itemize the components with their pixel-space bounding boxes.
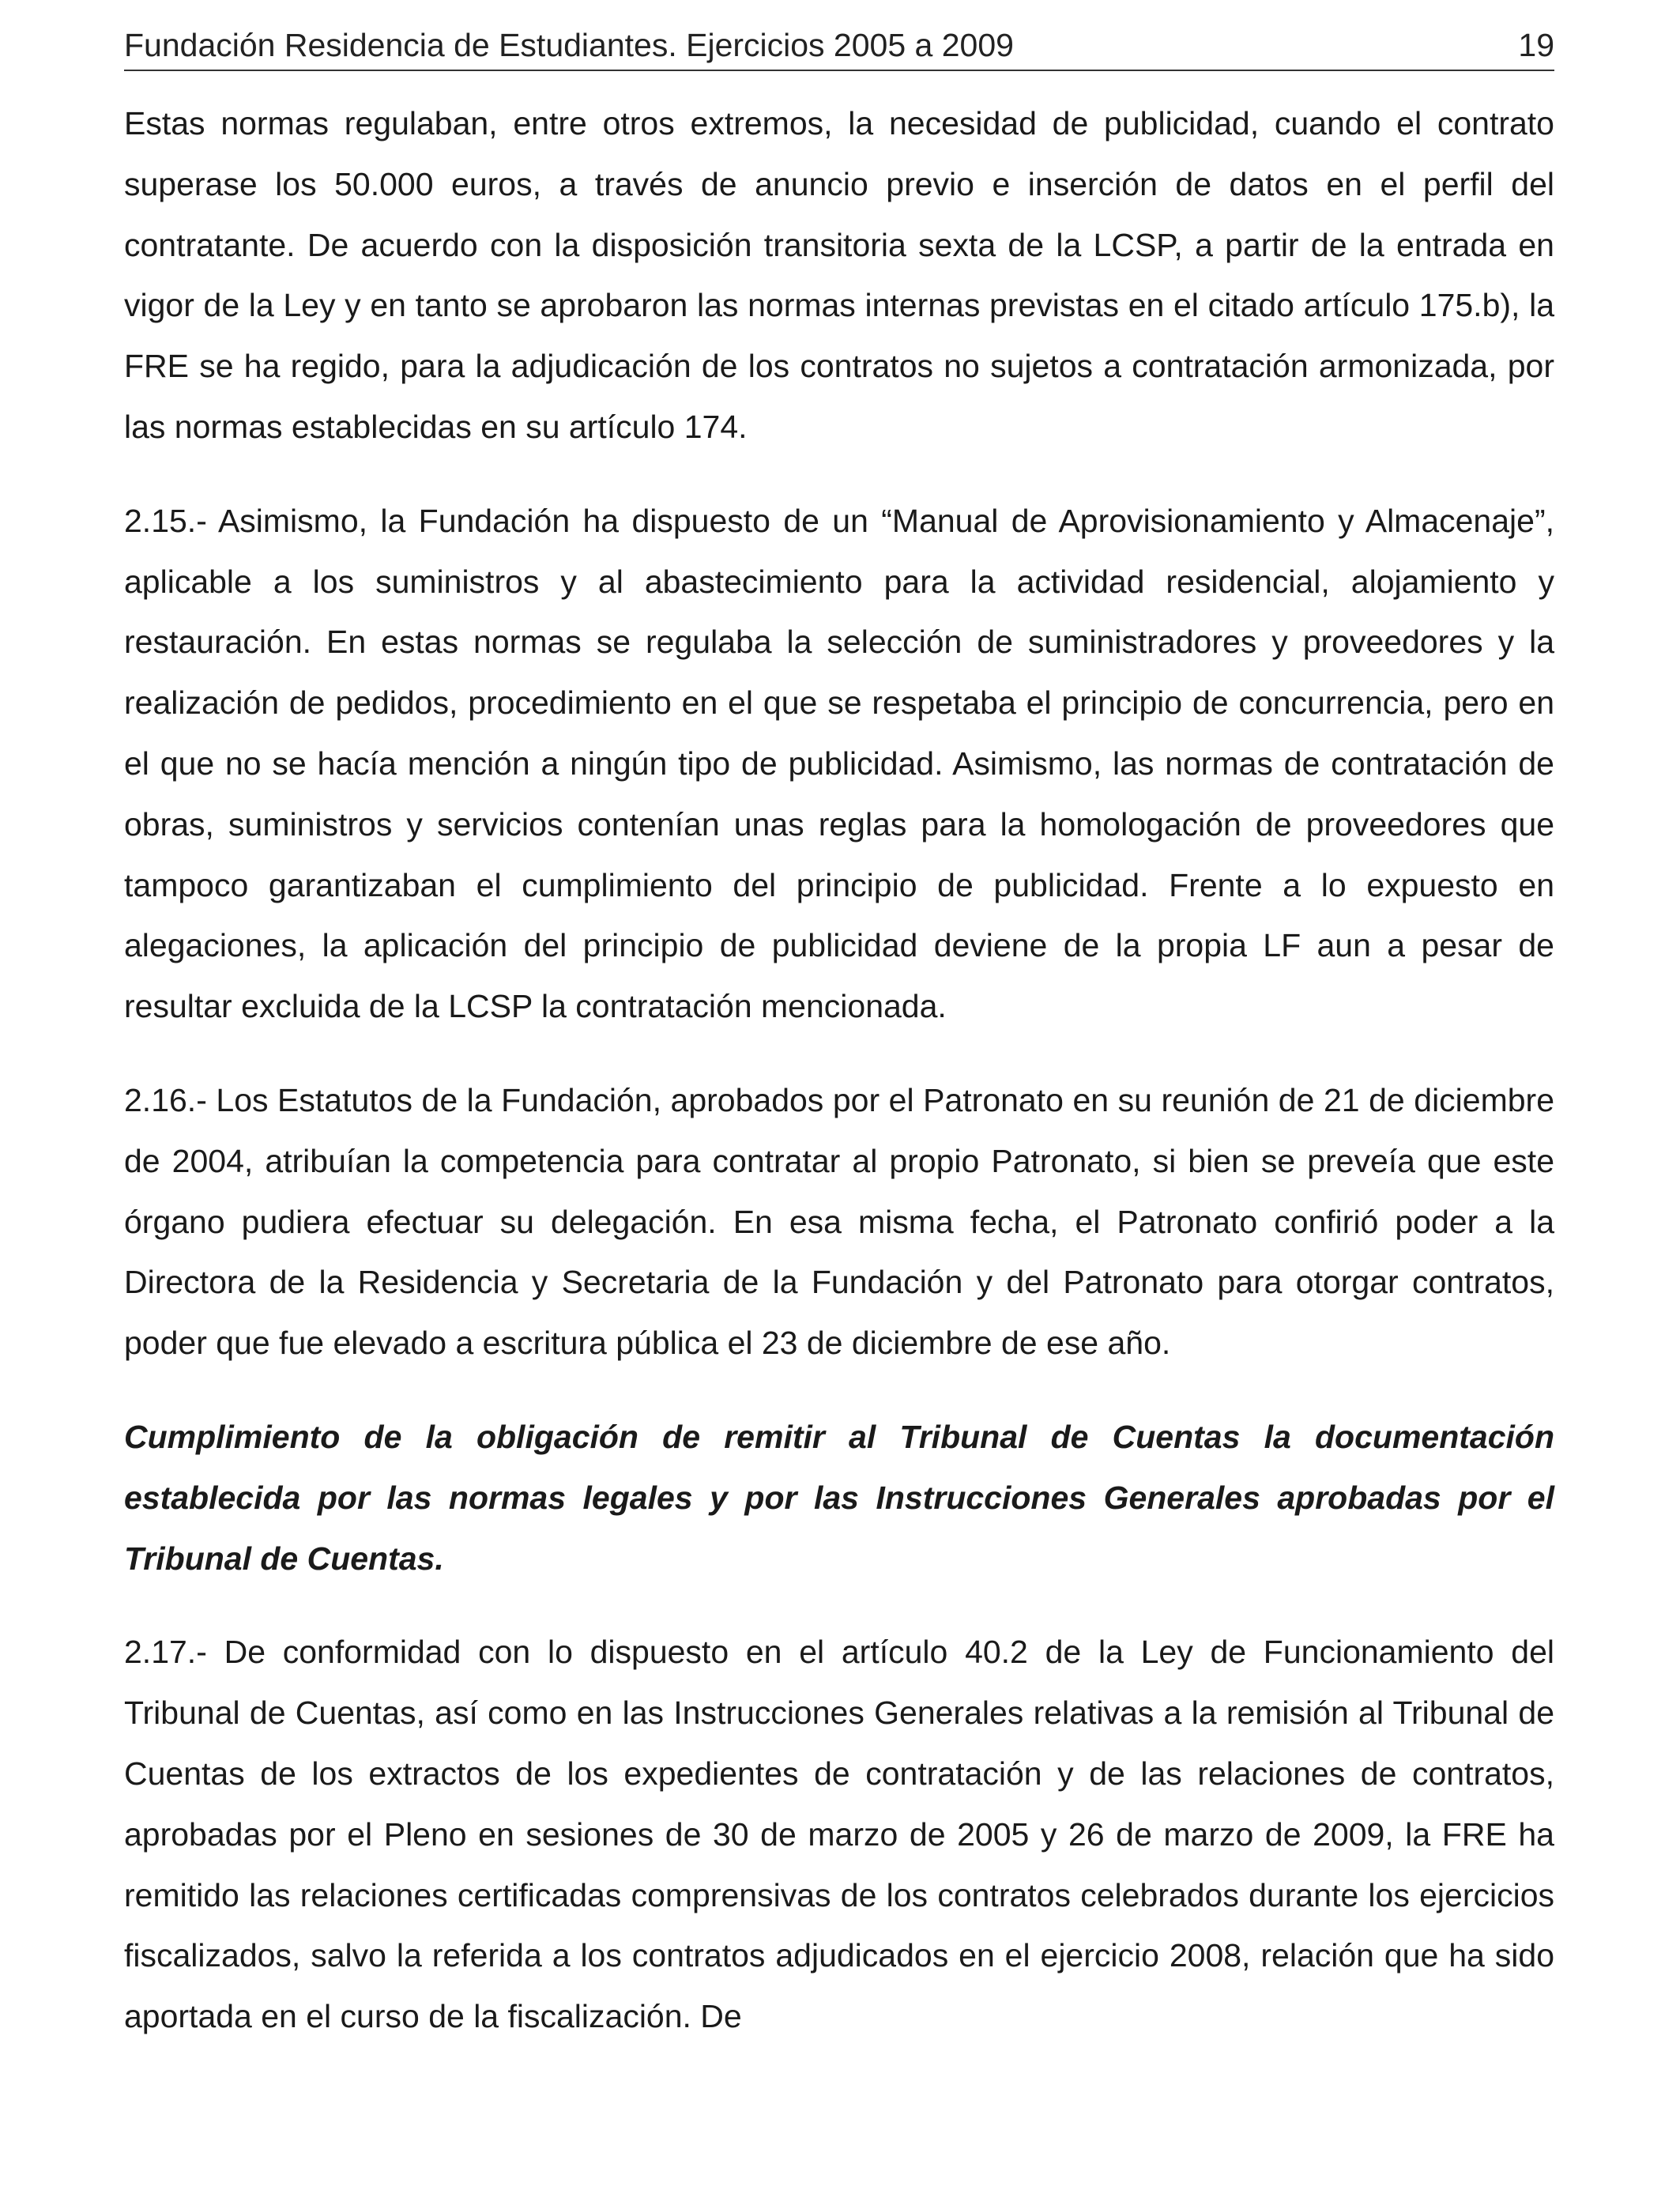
paragraph-2-15: 2.15.- Asimismo, la Fundación ha dispuesto de un “Manual de Aprovisionamiento y Almacenaje”, aplicable a los suministros y al abastecimiento para la actividad residencial, alojamiento y restauración. En estas normas se regulaba la selección de suministradores y proveedores y la realización de pedidos, procedimiento en el que se respetaba el principio de concurrencia, pero en el que no se hacía mención a ningún tipo de publicidad. Asimismo, las normas de contratación de obras, suministros y servicios contenían unas reglas para la homologación de proveedores que tampoco garantizaban el cumplimiento del principio de publicidad. Frente a lo expuesto en alegaciones, la aplicación del principio de publicidad deviene de la propia LF aun a pesar de resultar excluida de la LCSP la contratación mencionada. — [124, 502, 1554, 1025]
document-page — [124, 22, 1554, 2080]
section-heading: Cumplimiento de la obligación de remitir al Tribunal de Cuentas la documentación establecida por las normas legales y por las Instrucciones Generales aprobadas por el Tribunal de Cuentas. — [124, 1418, 1554, 1577]
paragraph-2-16: 2.16.- Los Estatutos de la Fundación, aprobados por el Patronato en su reunión de 21 de diciembre de 2004, atribuían la competencia para contratar al propio Patronato, si bien se preveía que este órgano pudiera efectuar su delegación. En esa misma fecha, el Patronato confirió poder a la Directora de la Residencia y Secretaria de la Fundación y del Patronato para otorgar contratos, poder que fue elevado a escritura pública el 23 de diciembre de ese año. — [124, 1081, 1554, 1362]
page-number: 19 — [1518, 27, 1554, 63]
document-body — [124, 93, 1554, 2047]
running-header — [124, 22, 1554, 71]
paragraph-2-17: 2.17.- De conformidad con lo dispuesto en el artículo 40.2 de la Ley de Funcionamiento del Tribunal de Cuentas, así como en las Instrucciones Generales relativas a la remisión al Tribunal de Cuentas de los extractos de los expedientes de contratación y de las relaciones de contratos, aprobadas por el Pleno en sesiones de 30 de marzo de 2005 y 26 de marzo de 2009, la FRE ha remitido las relaciones certificadas comprensivas de los contratos celebrados durante los ejercicios fiscalizados, salvo la referida a los contratos adjudicados en el ejercicio 2008, relación que ha sido aportada en el curso de la fiscalización. De — [124, 1634, 1554, 2035]
paragraph-normas-publicidad: Estas normas regulaban, entre otros extremos, la necesidad de publicidad, cuando el contrato superase los 50.000 euros, a través de anuncio previo e inserción de datos en el perfil del contratante. De acuerdo con la disposición transitoria sexta de la LCSP, a partir de la entrada en vigor de la Ley y en tanto se aprobaron las normas internas previstas en el citado artículo 175.b), la FRE se ha regido, para la adjudicación de los contratos no sujetos a contratación armonizada, por las normas establecidas en su artículo 174. — [124, 105, 1554, 445]
header-title: Fundación Residencia de Estudiantes. Ejercicios 2005 a 2009 — [124, 27, 1014, 63]
